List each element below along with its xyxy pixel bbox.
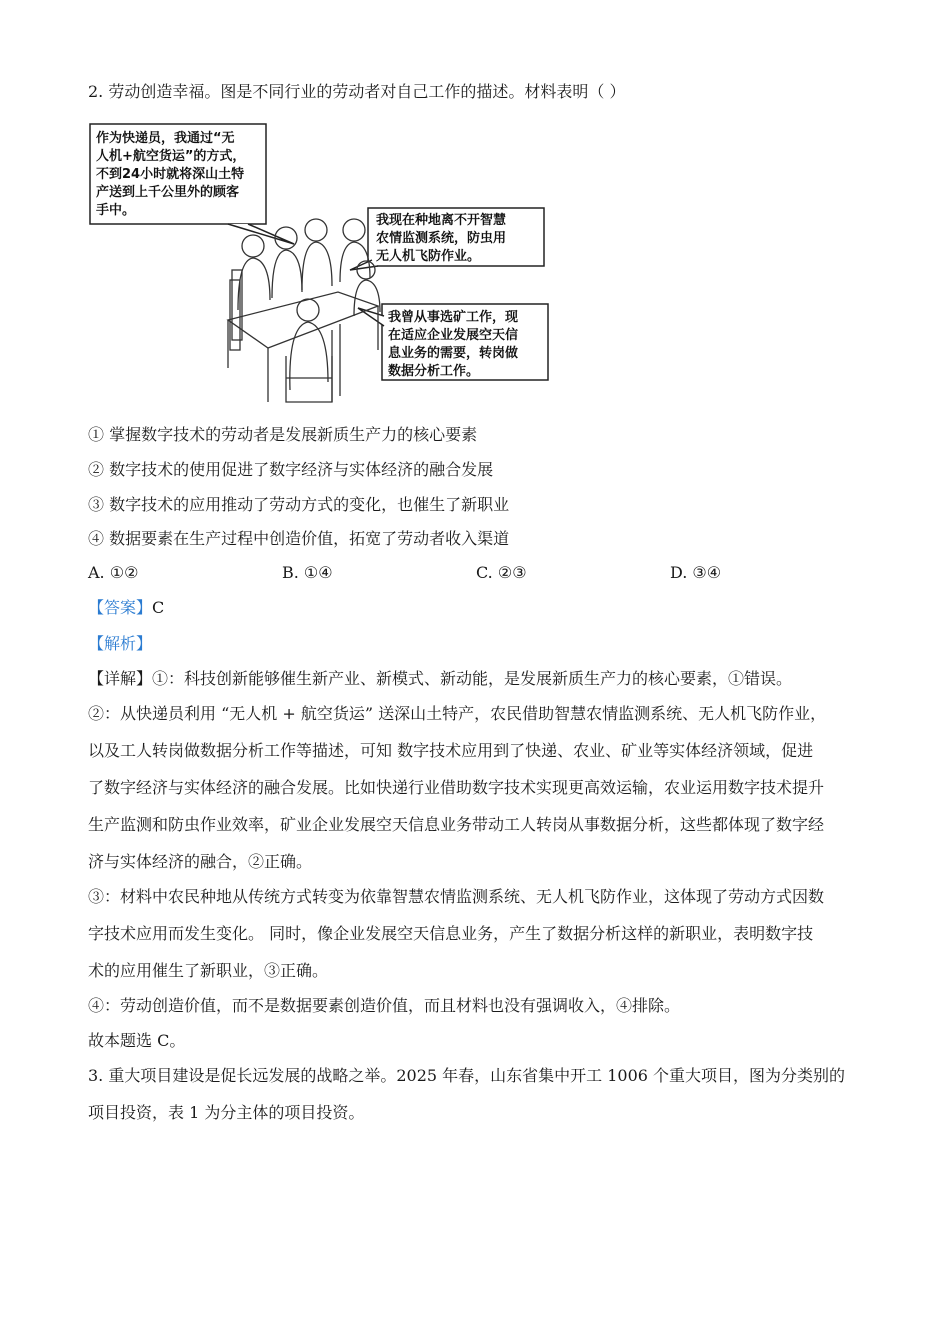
statement-4: ④ 数据要素在生产过程中创造价值，拓宽了劳动者收入渠道: [88, 529, 510, 548]
statement-2: ② 数字技术的使用促进了数字经济与实体经济的融合发展: [88, 460, 494, 479]
option-a: A. ①②: [88, 563, 139, 582]
answer-tag: 【答案】: [88, 598, 153, 617]
explanation-line-1: 【详解】①：科技创新能够催生新产业、新模式、新动能，是发展新质生产力的核心要素，①错误。: [88, 669, 793, 688]
svg-text:我现在种地离不开智慧农情监测系统，防虫用无人机飞防作业。: 我现在种地离不开智慧农情监测系统，防虫用无人机飞防作业。: [376, 213, 507, 264]
answer-value: C: [152, 598, 165, 617]
question-2-stem: 2. 劳动创造幸福。图是不同行业的劳动者对自己工作的描述。材料表明（ ）: [88, 82, 626, 101]
explanation-line-7: ③：材料中农民种地从传统方式转变为依靠智慧农情监测系统、无人机飞防作业，这体现了劳动方式因数: [88, 887, 825, 906]
answer-line: [88, 598, 164, 618]
conclusion-line: 故本题选 C。: [88, 1031, 186, 1050]
question-3-stem-line-1: 3. 重大项目建设是促长远发展的战略之举。2025 年春，山东省集中开工 1006 个重大项目，图为分类别的: [88, 1066, 846, 1085]
answer-options: [88, 563, 868, 583]
explanation-line-3: 以及工人转岗做数据分析工作等描述，可知 数字技术应用到了快递、农业、矿业等实体经济领域，促进: [88, 741, 814, 760]
explanation-line-5: 生产监测和防虫作业效率，矿业企业发展空天信息业务带动工人转岗从事数据分析，这些都体现了数字经: [88, 815, 825, 834]
statement-1: ① 掌握数字技术的劳动者是发展新质生产力的核心要素: [88, 425, 478, 444]
explanation-line-8: 字技术应用而发生变化。 同时，像企业发展空天信息业务，产生了数据分析这样的新职业，表明数字技: [88, 924, 814, 943]
option-d: D. ③④: [670, 563, 722, 582]
statement-3: ③ 数字技术的应用推动了劳动方式的变化，也催生了新职业: [88, 495, 510, 514]
explanation-line-10: ④：劳动创造价值，而不是数据要素创造价值，而且材料也没有强调收入，④排除。: [88, 996, 681, 1015]
miner-speech-bubble: [358, 304, 548, 380]
question-3-stem-line-2: 项目投资，表 1 为分主体的项目投资。: [88, 1103, 365, 1122]
explanation-line-2: ②：从快递员利用 “无人机 + 航空货运” 送深山土特产，农民借助智慧农情监测系统、无人机飞防作业，: [88, 704, 827, 723]
workers-illustration: [88, 120, 558, 405]
detail-tag: 【详解】: [88, 669, 153, 688]
option-b: B. ①④: [282, 563, 333, 582]
explanation-line-9: 术的应用催生了新职业，③正确。: [88, 961, 329, 980]
svg-text:作为快递员，我通过“无人机+航空货运”的方式，不到24小时就: 作为快递员，我通过“无人机+航空货运”的方式，不到24小时就将深山土特产送到上千公里外的顾客手中。: [96, 131, 246, 218]
explanation-line-4: 了数字经济与实体经济的融合发展。比如快递行业借助数字技术实现更高效运输，农业运用数字技术提升: [88, 778, 825, 797]
courier-speech-bubble: [90, 124, 294, 244]
analysis-tag: 【解析】: [88, 634, 153, 653]
option-c: C. ②③: [476, 563, 527, 582]
svg-text:我曾从事选矿工作，现在适应企业发展空天信息业务的需要，转岗做: 我曾从事选矿工作，现在适应企业发展空天信息业务的需要，转岗做数据分析工作。: [388, 310, 519, 379]
farmer-speech-bubble: [350, 208, 544, 270]
meeting-table-drawing: [228, 219, 380, 402]
explanation-line-6: 济与实体经济的融合，②正确。: [88, 852, 313, 871]
